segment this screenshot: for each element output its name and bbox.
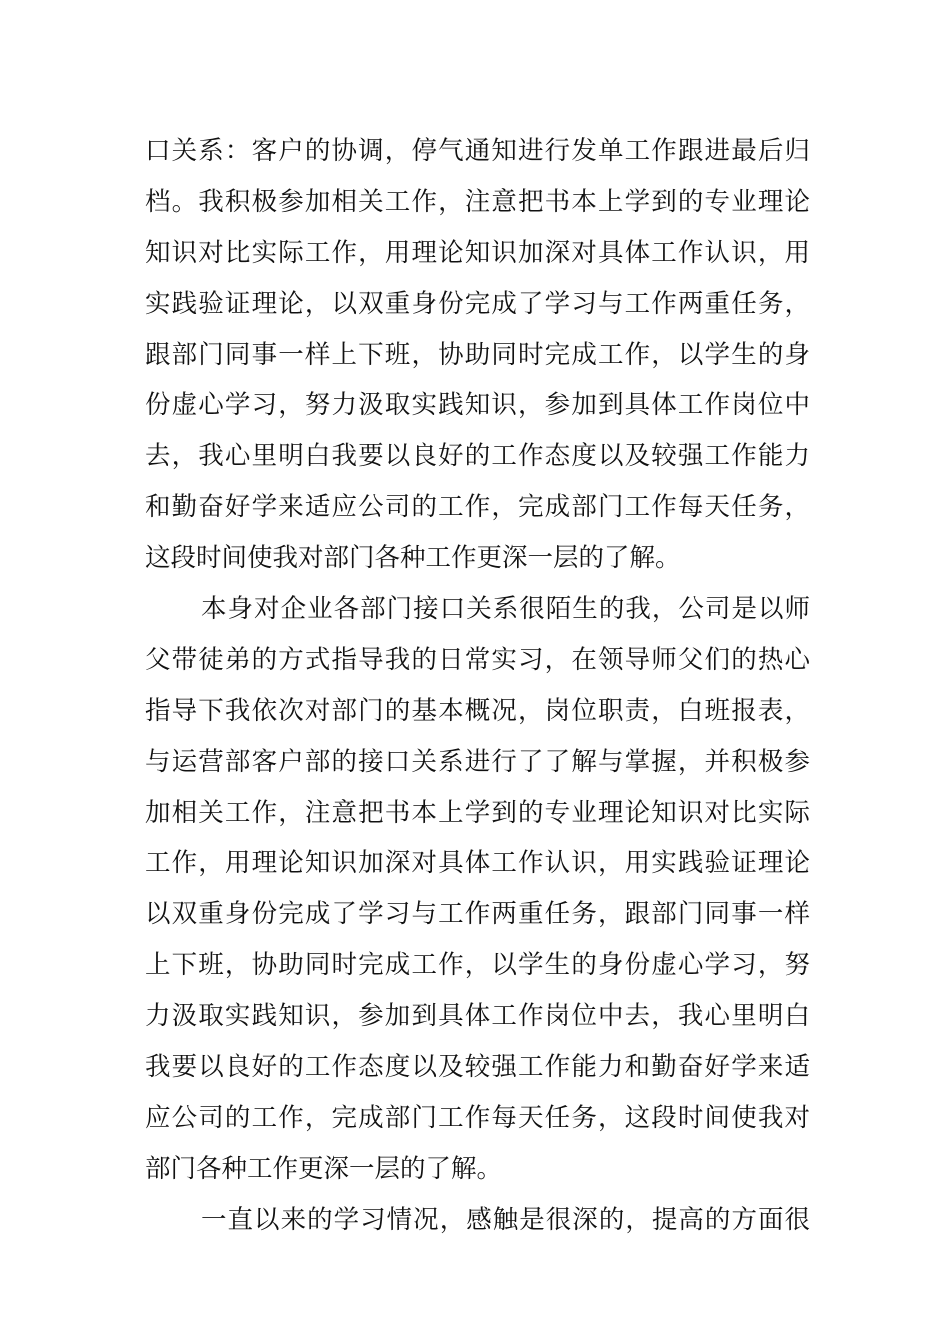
text-line: 知识对比实际工作，用理论知识加深对具体工作认识，用 [145,237,810,268]
text-line: 上下班，协助同时完成工作，以学生的身份虚心学习，努 [145,950,810,981]
paragraph-3 [145,1195,810,1246]
text-line: 我要以良好的工作态度以及较强工作能力和勤奋好学来适 [145,1052,810,1083]
text-line: 口关系：客户的协调，停气通知进行发单工作跟进最后归 [145,136,810,166]
text-line: 这段时间使我对部门各种工作更深一层的了解。 [145,543,681,574]
text-line: 实践验证理论，以双重身份完成了学习与工作两重任务， [145,288,810,319]
text-line: 本身对企业各部门接口关系很陌生的我，公司是以师 [201,594,810,625]
text-line: 份虚心学习，努力汲取实践知识，参加到具体工作岗位中 [145,390,810,421]
text-line: 一直以来的学习情况，感触是很深的，提高的方面很 [201,1204,810,1235]
text-line: 与运营部客户部的接口关系进行了了解与掌握，并积极参 [145,746,810,777]
text-line: 加相关工作，注意把书本上学到的专业理论知识对比实际 [145,797,810,828]
text-line: 跟部门同事一样上下班，协助同时完成工作，以学生的身 [145,339,810,370]
text-line: 和勤奋好学来适应公司的工作，完成部门工作每天任务， [145,492,810,523]
paragraph-2 [145,584,810,1195]
text-line: 力汲取实践知识，参加到具体工作岗位中去，我心里明白 [145,1001,810,1032]
text-line: 去，我心里明白我要以良好的工作态度以及较强工作能力 [145,441,810,472]
text-line: 以双重身份完成了学习与工作两重任务，跟部门同事一样 [145,899,810,930]
text-line: 指导下我依次对部门的基本概况，岗位职责，白班报表， [145,695,810,726]
text-line: 部门各种工作更深一层的了解。 [145,1153,503,1184]
text-line: 档。我积极参加相关工作，注意把书本上学到的专业理论 [145,186,810,217]
body-text [145,126,810,1246]
paragraph-1 [145,126,810,584]
text-line: 应公司的工作，完成部门工作每天任务，这段时间使我对 [145,1102,810,1133]
text-line: 父带徒弟的方式指导我的日常实习，在领导师父们的热心 [145,644,810,675]
text-line: 工作，用理论知识加深对具体工作认识，用实践验证理论 [145,848,810,879]
